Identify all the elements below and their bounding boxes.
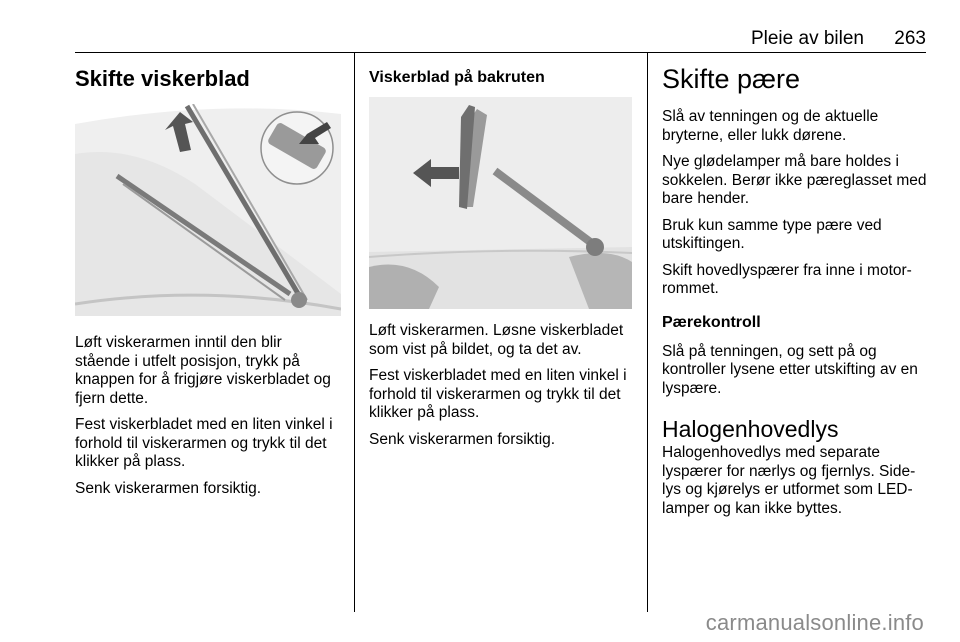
paragraph: Løft viskerarmen. Løsne viskerbladet som vist på bildet, og ta det av. bbox=[369, 322, 624, 358]
wiper-illustration bbox=[75, 104, 341, 316]
paragraph: Halogenhovedlys med separate lyspærer for nærlys og fjernlys. Side-lys og kjørelys er utformet som LED-lamper og kan ikke byttes. bbox=[662, 444, 916, 517]
watermark: carmanualsonline.info bbox=[705, 610, 924, 635]
column-left bbox=[75, 52, 341, 506]
section-heading-rear-wiper: Viskerblad på bakruten bbox=[369, 69, 545, 86]
paragraph: Fest viskerbladet med en liten vinkel i forhold til viskerarmen og trykk til det klikker på plass. bbox=[369, 367, 627, 421]
rear-wiper-illustration bbox=[369, 97, 632, 309]
wiper-blade-figure bbox=[75, 104, 341, 316]
paragraph: Løft viskerarmen inntil den blir stående i utfelt posisjon, trykk på knappen for å frigjøre viskerbladet og fjern dette. bbox=[75, 334, 331, 407]
column-divider bbox=[354, 52, 355, 612]
column-divider bbox=[647, 52, 648, 612]
paragraph: Fest viskerbladet med en liten vinkel i forhold til viskerarmen og trykk til det klikker på plass. bbox=[75, 416, 333, 470]
paragraph: Senk viskerarmen forsiktig. bbox=[369, 430, 556, 448]
page-header bbox=[75, 28, 926, 53]
paragraph: Skift hovedlyspærer fra inne i motor-rommet. bbox=[662, 261, 912, 297]
rear-wiper-figure bbox=[369, 97, 632, 309]
column-right bbox=[662, 52, 928, 526]
paragraph: Nye glødelamper må bare holdes i sokkelen. Berør ikke pæreglasset med bare hender. bbox=[662, 153, 927, 207]
section-heading-wiper-blade: Skifte viskerblad bbox=[75, 66, 250, 91]
paragraph: Bruk kun samme type pære ved utskiftingen. bbox=[662, 216, 882, 252]
subheading-bulb-check: Pærekontroll bbox=[662, 313, 761, 331]
paragraph: Senk viskerarmen forsiktig. bbox=[75, 479, 262, 497]
paragraph: Slå av tenningen og de aktuelle bryterne, eller lukk dørene. bbox=[662, 108, 879, 144]
subheading-halogen: Halogenhovedlys bbox=[662, 416, 839, 442]
section-heading-bulb: Skifte pære bbox=[662, 64, 801, 94]
paragraph: Slå på tenningen, og sett på og kontroller lysene etter utskifting av en lyspære. bbox=[662, 342, 918, 397]
column-middle bbox=[369, 52, 634, 457]
running-title: Pleie av bilen bbox=[750, 28, 864, 49]
page-number: 263 bbox=[894, 28, 926, 49]
